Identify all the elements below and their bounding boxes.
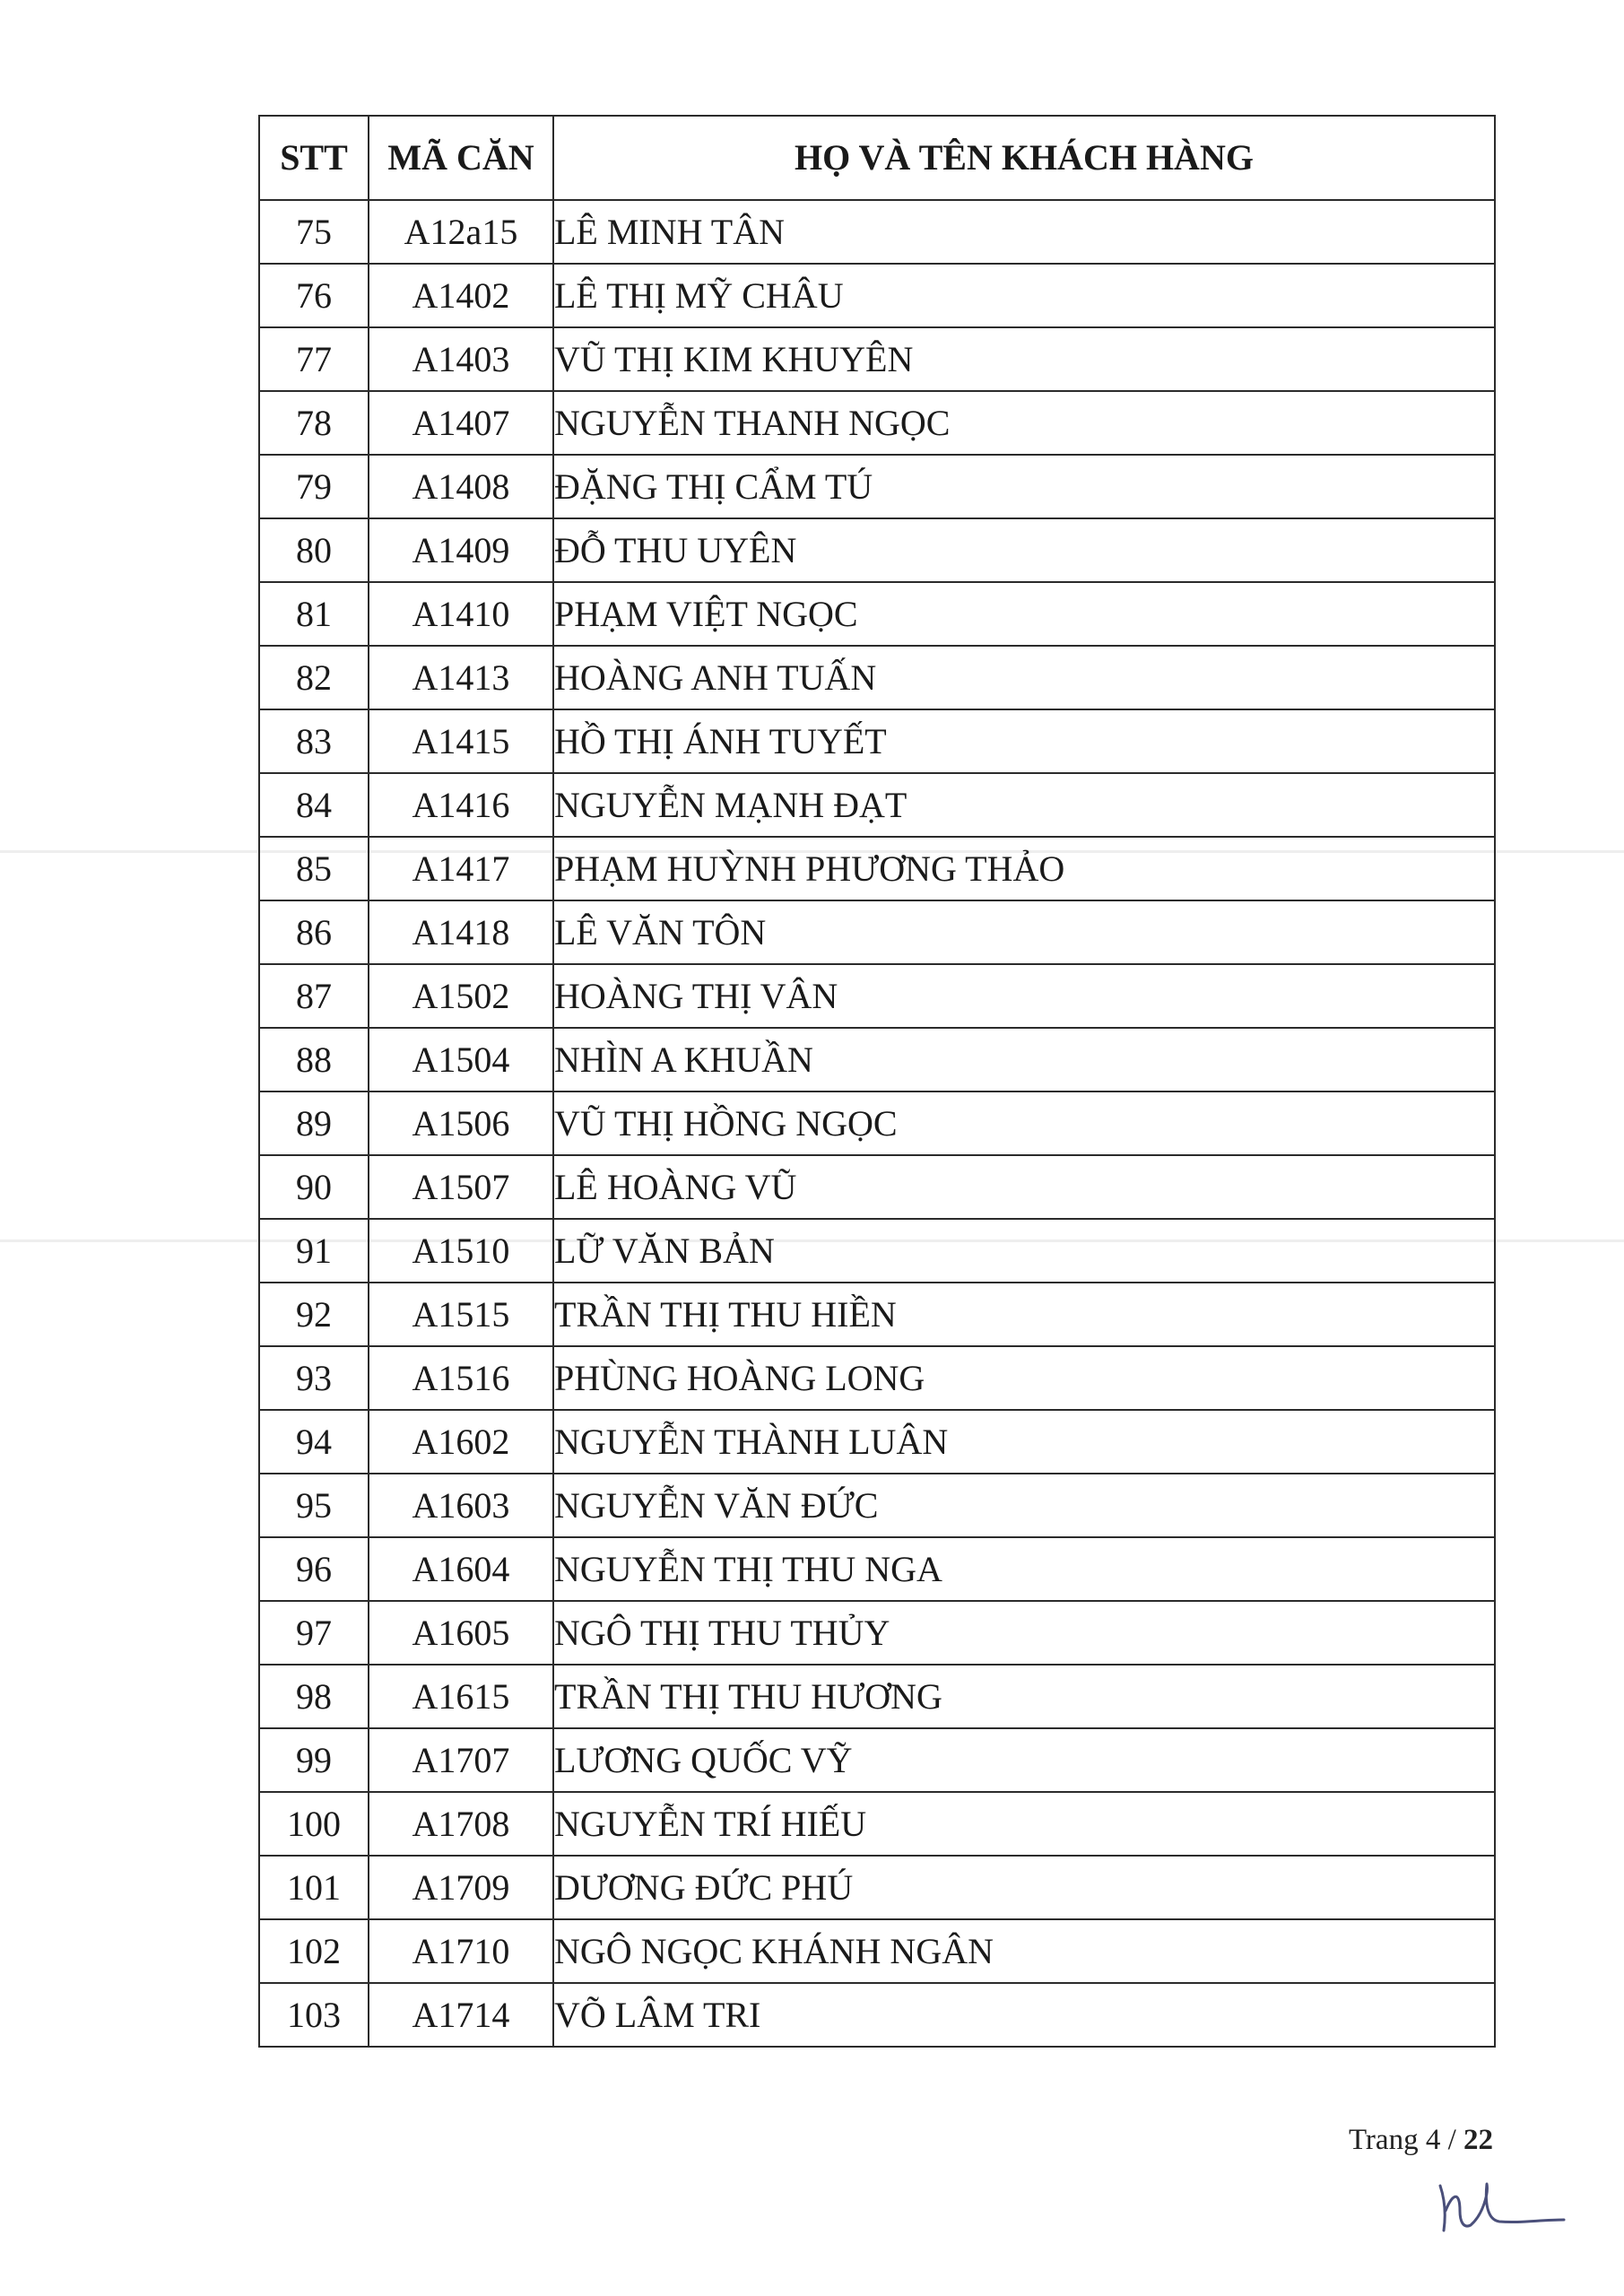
row-customer-name: LÊ MINH TÂN	[553, 200, 1495, 264]
row-stt: 86	[259, 900, 369, 964]
row-unit-code: A1714	[369, 1983, 553, 2047]
table-row	[259, 1283, 1495, 1346]
page-number-prefix: Trang 4 /	[1348, 2124, 1456, 2156]
row-stt: 103	[259, 1983, 369, 2047]
table-row	[259, 837, 1495, 900]
row-customer-name: HỒ THỊ ÁNH TUYẾT	[553, 709, 1495, 773]
table-row	[259, 1091, 1495, 1155]
row-stt: 97	[259, 1601, 369, 1665]
row-stt: 100	[259, 1792, 369, 1856]
row-unit-code: A1402	[369, 264, 553, 327]
row-stt: 95	[259, 1474, 369, 1537]
table-row	[259, 900, 1495, 964]
row-stt: 87	[259, 964, 369, 1028]
row-unit-code: A1510	[369, 1219, 553, 1283]
page-number-total: 22	[1463, 2124, 1493, 2156]
row-stt: 78	[259, 391, 369, 455]
row-stt: 77	[259, 327, 369, 391]
row-customer-name: NGUYỄN THỊ THU NGA	[553, 1537, 1495, 1601]
table-row	[259, 1856, 1495, 1919]
row-customer-name: HOÀNG ANH TUẤN	[553, 646, 1495, 709]
table-row	[259, 1410, 1495, 1474]
table-row	[259, 646, 1495, 709]
row-unit-code: A1415	[369, 709, 553, 773]
row-customer-name: HOÀNG THỊ VÂN	[553, 964, 1495, 1028]
row-stt: 80	[259, 518, 369, 582]
row-customer-name: NGUYỄN TRÍ HIẾU	[553, 1792, 1495, 1856]
table-header-row	[259, 116, 1495, 200]
signature-mark	[1433, 2175, 1568, 2238]
row-unit-code: A1515	[369, 1283, 553, 1346]
table-row	[259, 391, 1495, 455]
row-stt: 96	[259, 1537, 369, 1601]
header-stt: STT	[259, 116, 369, 200]
row-customer-name: LÊ THỊ MỸ CHÂU	[553, 264, 1495, 327]
table-row	[259, 1219, 1495, 1283]
table-row	[259, 1537, 1495, 1601]
row-stt: 85	[259, 837, 369, 900]
row-customer-name: TRẦN THỊ THU HIỀN	[553, 1283, 1495, 1346]
row-unit-code: A1604	[369, 1537, 553, 1601]
table-row	[259, 582, 1495, 646]
table-row	[259, 1601, 1495, 1665]
row-customer-name: LỮ VĂN BẢN	[553, 1219, 1495, 1283]
row-stt: 93	[259, 1346, 369, 1410]
row-customer-name: ĐỖ THU UYÊN	[553, 518, 1495, 582]
row-unit-code: A1407	[369, 391, 553, 455]
row-unit-code: A12a15	[369, 200, 553, 264]
row-stt: 79	[259, 455, 369, 518]
table-body	[259, 200, 1495, 2047]
row-unit-code: A1504	[369, 1028, 553, 1091]
row-customer-name: PHẠM VIỆT NGỌC	[553, 582, 1495, 646]
row-stt: 82	[259, 646, 369, 709]
page-number	[1349, 2124, 1493, 2157]
table-row	[259, 1155, 1495, 1219]
row-stt: 92	[259, 1283, 369, 1346]
header-unit-code: MÃ CĂN	[369, 116, 553, 200]
row-customer-name: NGUYỄN THANH NGỌC	[553, 391, 1495, 455]
table-row	[259, 1665, 1495, 1728]
table-row	[259, 1983, 1495, 2047]
row-unit-code: A1413	[369, 646, 553, 709]
table-row	[259, 1919, 1495, 1983]
row-unit-code: A1615	[369, 1665, 553, 1728]
table-row	[259, 200, 1495, 264]
table-row	[259, 773, 1495, 837]
row-unit-code: A1602	[369, 1410, 553, 1474]
row-unit-code: A1709	[369, 1856, 553, 1919]
row-customer-name: LƯƠNG QUỐC VỸ	[553, 1728, 1495, 1792]
row-stt: 99	[259, 1728, 369, 1792]
row-unit-code: A1408	[369, 455, 553, 518]
row-customer-name: NGUYỄN THÀNH LUÂN	[553, 1410, 1495, 1474]
table-row	[259, 709, 1495, 773]
row-customer-name: LÊ VĂN TÔN	[553, 900, 1495, 964]
row-customer-name: TRẦN THỊ THU HƯƠNG	[553, 1665, 1495, 1728]
row-customer-name: PHÙNG HOÀNG LONG	[553, 1346, 1495, 1410]
row-customer-name: NHÌN A KHUẦN	[553, 1028, 1495, 1091]
table-row	[259, 964, 1495, 1028]
row-stt: 94	[259, 1410, 369, 1474]
row-customer-name: LÊ HOÀNG VŨ	[553, 1155, 1495, 1219]
table-row	[259, 1028, 1495, 1091]
row-stt: 91	[259, 1219, 369, 1283]
row-stt: 75	[259, 200, 369, 264]
row-unit-code: A1516	[369, 1346, 553, 1410]
row-customer-name: NGUYỄN MẠNH ĐẠT	[553, 773, 1495, 837]
row-customer-name: ĐẶNG THỊ CẨM TÚ	[553, 455, 1495, 518]
row-unit-code: A1710	[369, 1919, 553, 1983]
row-stt: 76	[259, 264, 369, 327]
row-unit-code: A1603	[369, 1474, 553, 1537]
row-stt: 102	[259, 1919, 369, 1983]
row-stt: 81	[259, 582, 369, 646]
row-unit-code: A1409	[369, 518, 553, 582]
row-customer-name: DƯƠNG ĐỨC PHÚ	[553, 1856, 1495, 1919]
table-row	[259, 327, 1495, 391]
row-customer-name: NGUYỄN VĂN ĐỨC	[553, 1474, 1495, 1537]
row-stt: 98	[259, 1665, 369, 1728]
row-unit-code: A1605	[369, 1601, 553, 1665]
row-customer-name: NGÔ THỊ THU THỦY	[553, 1601, 1495, 1665]
row-unit-code: A1506	[369, 1091, 553, 1155]
row-stt: 101	[259, 1856, 369, 1919]
table-row	[259, 518, 1495, 582]
customer-table	[258, 115, 1496, 2048]
row-unit-code: A1410	[369, 582, 553, 646]
table-row	[259, 1474, 1495, 1537]
row-stt: 84	[259, 773, 369, 837]
row-customer-name: NGÔ NGỌC KHÁNH NGÂN	[553, 1919, 1495, 1983]
table-row	[259, 1346, 1495, 1410]
row-unit-code: A1403	[369, 327, 553, 391]
row-unit-code: A1418	[369, 900, 553, 964]
row-stt: 88	[259, 1028, 369, 1091]
row-unit-code: A1502	[369, 964, 553, 1028]
header-customer-name: HỌ VÀ TÊN KHÁCH HÀNG	[553, 116, 1495, 200]
row-stt: 89	[259, 1091, 369, 1155]
row-stt: 90	[259, 1155, 369, 1219]
row-unit-code: A1417	[369, 837, 553, 900]
row-unit-code: A1507	[369, 1155, 553, 1219]
table-row	[259, 264, 1495, 327]
row-customer-name: PHẠM HUỲNH PHƯƠNG THẢO	[553, 837, 1495, 900]
table-row	[259, 1728, 1495, 1792]
row-unit-code: A1416	[369, 773, 553, 837]
row-customer-name: VŨ THỊ KIM KHUYÊN	[553, 327, 1495, 391]
table-row	[259, 1792, 1495, 1856]
row-unit-code: A1707	[369, 1728, 553, 1792]
row-stt: 83	[259, 709, 369, 773]
table-row	[259, 455, 1495, 518]
row-customer-name: VÕ LÂM TRI	[553, 1983, 1495, 2047]
row-unit-code: A1708	[369, 1792, 553, 1856]
row-customer-name: VŨ THỊ HỒNG NGỌC	[553, 1091, 1495, 1155]
